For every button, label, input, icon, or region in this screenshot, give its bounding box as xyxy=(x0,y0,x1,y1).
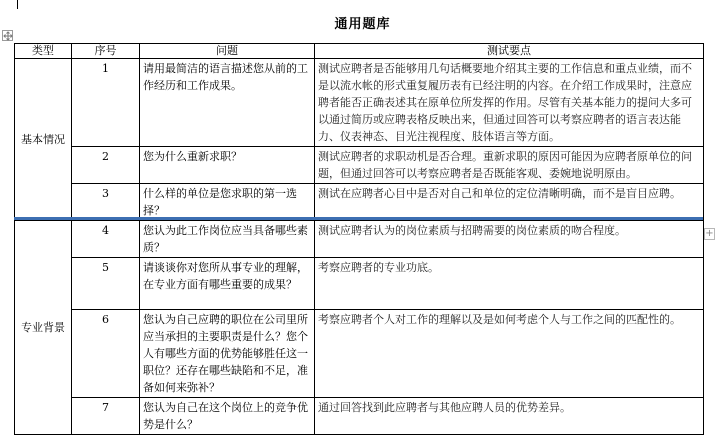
text-cursor xyxy=(17,0,18,9)
document-title: 通用题库 xyxy=(334,17,391,32)
test-point-cell: 测试应聘者的求职动机是否合理。重新求职的原因可能因为应聘者原单位的问题，但通过回答可以考察应聘者是否既能客观、委婉地说明原由。 xyxy=(315,147,704,184)
question-cell: 您认为自己在这个岗位上的竞争优势是什么？ xyxy=(140,398,315,435)
question-bank-table xyxy=(14,43,704,435)
test-point-cell: 通过回答找到此应聘者与其他应聘人员的优势差异。 xyxy=(315,398,704,435)
question-cell: 请谈谈你对您所从事专业的理解，在专业方面有哪些重要的成果？ xyxy=(140,258,315,310)
row-drag-indicator[interactable] xyxy=(14,217,703,220)
header-number: 序号 xyxy=(72,44,140,59)
test-point-cell: 考察应聘者的专业功底。 xyxy=(315,258,704,310)
number-cell: 1 xyxy=(72,59,140,147)
type-cell: 基本情况 xyxy=(15,59,72,221)
type-cell: 专业背景 xyxy=(15,221,72,435)
question-cell: 您认为此工作岗位应当具备哪些素质？ xyxy=(140,221,315,258)
number-cell: 5 xyxy=(72,258,140,310)
number-cell: 7 xyxy=(72,398,140,435)
test-point-cell: 考察应聘者个人对工作的理解以及是如何考虑个人与工作之间的匹配性的。 xyxy=(315,310,704,398)
table-header-row xyxy=(15,44,704,59)
test-point-cell: 测试应聘者认为的岗位素质与招聘需要的岗位素质的吻合程度。 xyxy=(315,221,704,258)
table-row xyxy=(15,258,704,310)
move-arrows-icon xyxy=(3,31,14,42)
number-cell: 4 xyxy=(72,221,140,258)
add-row-icon[interactable]: + xyxy=(705,228,714,239)
table-row xyxy=(15,398,704,435)
number-cell: 2 xyxy=(72,147,140,184)
question-cell: 您为什么重新求职？ xyxy=(140,147,315,184)
header-test-point: 测试要点 xyxy=(315,44,704,59)
header-question: 问题 xyxy=(140,44,315,59)
table-row xyxy=(15,221,704,258)
question-cell: 什么样的单位是您求职的第一选择？ xyxy=(140,184,315,221)
number-cell: 6 xyxy=(72,310,140,398)
test-point-cell: 测试在应聘者心目中是否对自己和单位的定位清晰明确，而不是盲目应聘。 xyxy=(315,184,704,221)
number-cell: 3 xyxy=(72,184,140,221)
question-cell: 请用最简洁的语言描述您从前的工作经历和工作成果。 xyxy=(140,59,315,147)
question-cell: 您认为自己应聘的职位在公司里所应当承担的主要职责是什么？您个人有哪些方面的优势能够胜任这一职位？还存在哪些缺陷和不足，准备如何来弥补？ xyxy=(140,310,315,398)
table-row xyxy=(15,184,704,221)
table-row xyxy=(15,59,704,147)
table-row xyxy=(15,310,704,398)
test-point-cell: 测试应聘者是否能够用几句话概要地介绍其主要的工作信息和重点业绩，而不是以流水帐的形式重复履历表有已经注明的内容。在介绍工作成果时，注意应聘者能否正确表述其在原单位所发挥的作用。尽管有关基本能力的提问大多可以通过简历或应聘表格反映出来，但通过回答可以考察应聘者的语言表达能力、仪表神态、目光注视程度、肢体语言等方面。 xyxy=(315,59,704,147)
table-move-icon[interactable] xyxy=(2,30,13,41)
header-type: 类型 xyxy=(15,44,72,59)
table-row xyxy=(15,147,704,184)
